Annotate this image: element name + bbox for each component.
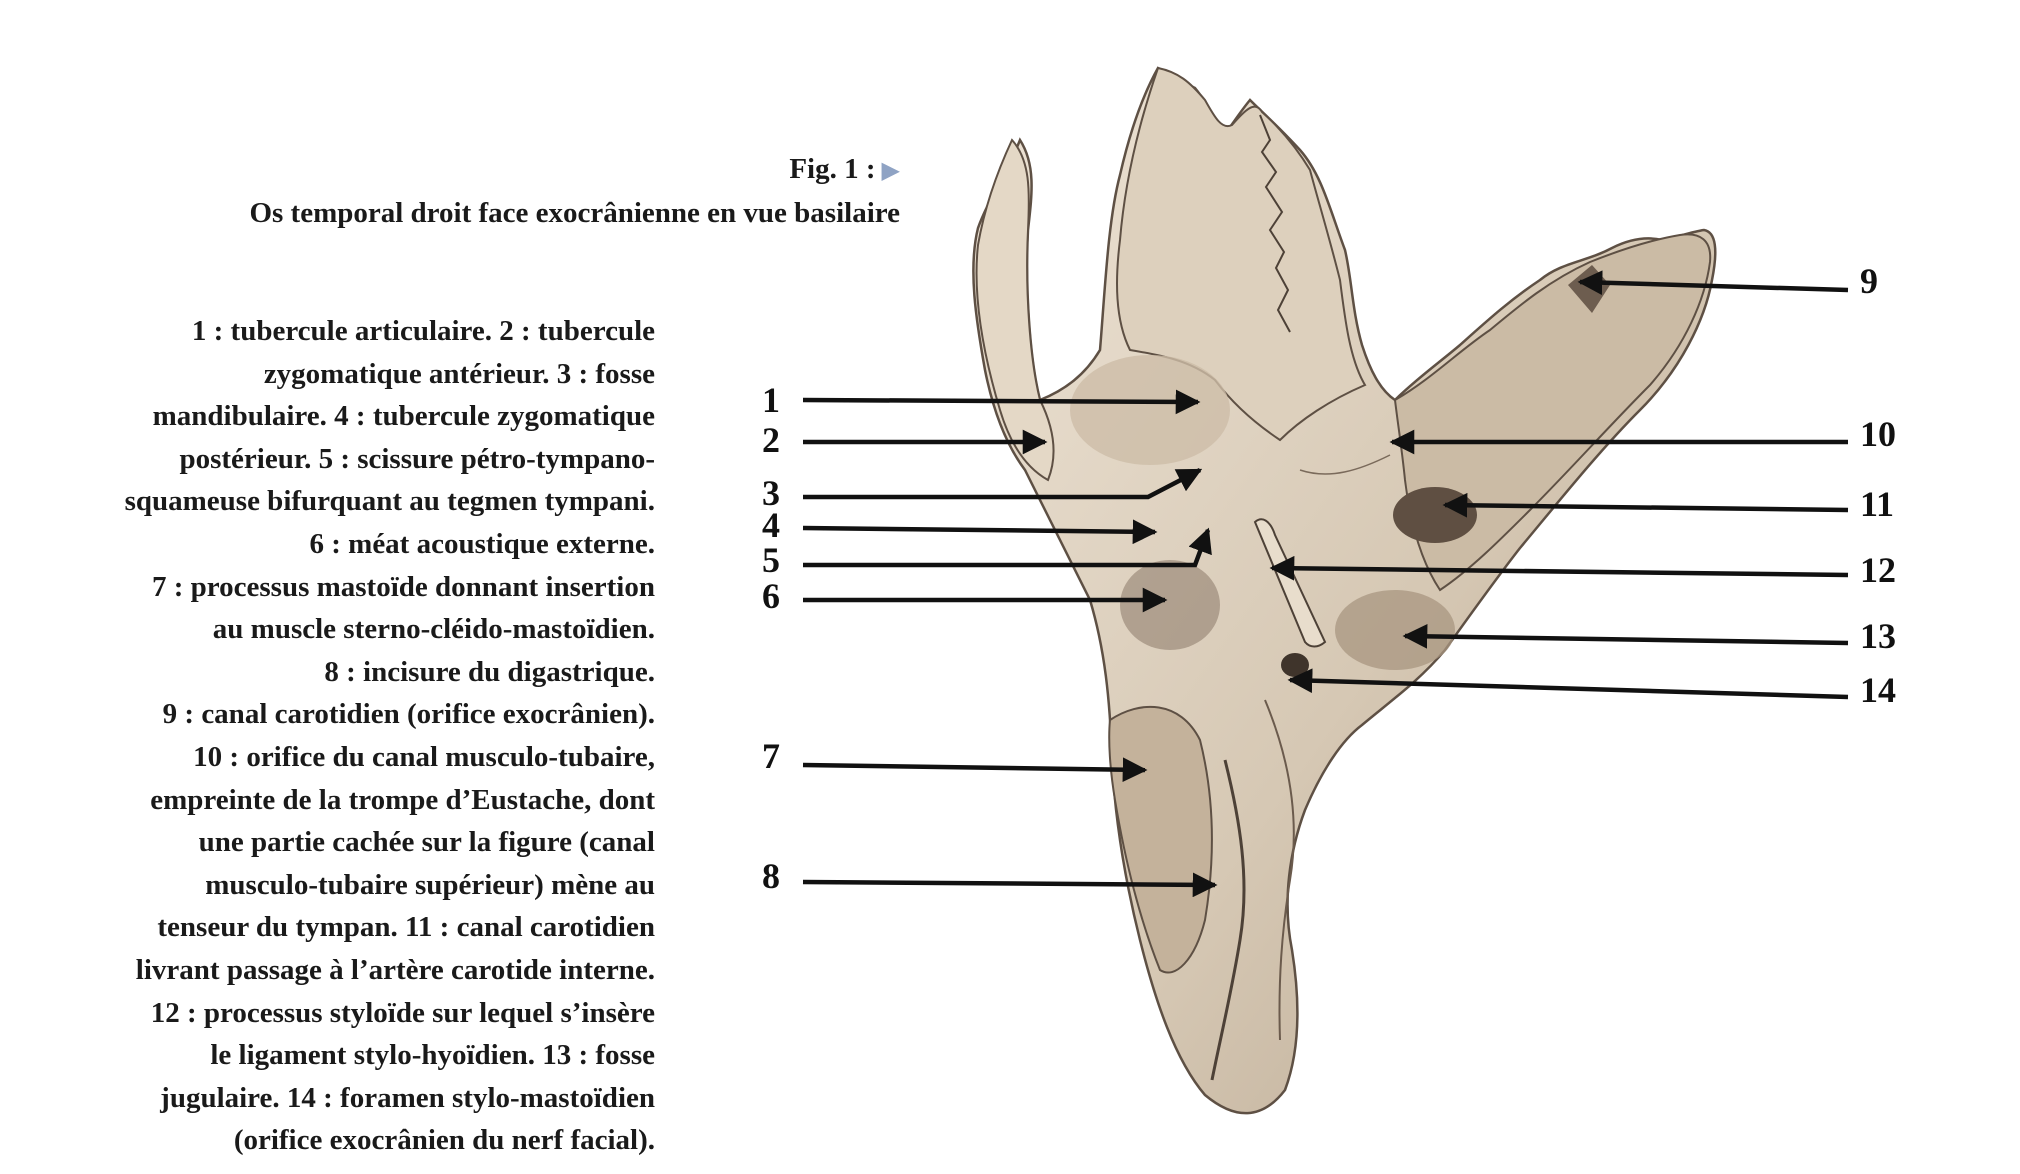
temporal-bone-outline (973, 68, 1715, 1113)
external-acoustic-meatus (1120, 560, 1220, 650)
legend-line: 9 : canal carotidien (orifice exocrânien). (162, 698, 655, 731)
callout-label-7: 7 (762, 736, 780, 776)
legend-line: 7 : processus mastoïde donnant insertion (152, 570, 655, 603)
callout-label-5: 5 (762, 540, 780, 580)
callout-arrow-1 (803, 400, 1198, 402)
mastoid-process (1109, 707, 1212, 973)
callout-label-6: 6 (762, 576, 780, 616)
legend-line: squameuse bifurquant au tegmen tympani. (124, 485, 655, 518)
callout-label-10: 10 (1860, 414, 1896, 454)
callout-label-8: 8 (762, 856, 780, 896)
figure-title-text: Os temporal droit face exocrânienne en vue basilaire (249, 197, 900, 229)
legend-line: postérieur. 5 : scissure pétro-tympano- (179, 442, 655, 475)
figure-label: Fig. 1 : (789, 153, 876, 185)
callout-label-9: 9 (1860, 261, 1878, 301)
legend-line: musculo-tubaire supérieur) mène au (205, 868, 655, 901)
callout-arrow-13 (1405, 636, 1848, 643)
legend-line: une partie cachée sur la figure (canal (198, 826, 655, 859)
callout-label-12: 12 (1860, 550, 1896, 590)
legend-line: (orifice exocrânien du nerf facial). (233, 1124, 655, 1157)
legend-line: livrant passage à l’artère carotide interne. (135, 953, 655, 986)
legend-line: 6 : méat acoustique externe. (309, 527, 655, 560)
callout-label-4: 4 (762, 505, 780, 545)
legend-line: le ligament stylo-hyoïdien. 13 : fosse (210, 1039, 655, 1072)
play-triangle-icon: ▶ (881, 158, 900, 184)
legend-line: 1 : tubercule articulaire. 2 : tubercule (191, 315, 655, 347)
legend-line: 8 : incisure du digastrique. (324, 655, 655, 688)
jugular-fossa (1335, 590, 1455, 670)
callout-label-11: 11 (1860, 484, 1895, 524)
legend-line: mandibulaire. 4 : tubercule zygomatique (152, 400, 655, 433)
callout-label-14: 14 (1860, 670, 1896, 710)
legend-line: au muscle sterno-cléido-mastoïdien. (212, 613, 655, 646)
callout-label-2: 2 (762, 420, 780, 460)
legend-line: tenseur du tympan. 11 : canal carotidien (157, 911, 655, 944)
callout-label-1: 1 (762, 380, 780, 420)
zygomatic-process (977, 140, 1054, 480)
callout-label-3: 3 (762, 473, 780, 513)
legend-line: zygomatique antérieur. 3 : fosse (263, 357, 655, 390)
callout-label-13: 13 (1860, 616, 1896, 656)
stylomastoid-foramen (1281, 653, 1309, 677)
carotid-canal (1393, 487, 1477, 543)
temporal-bone-illustration (973, 68, 1715, 1113)
callout-arrow-8 (803, 882, 1215, 885)
legend-line: 12 : processus styloïde sur lequel s’insère (150, 996, 655, 1029)
legend-line: empreinte de la trompe d’Eustache, dont (150, 783, 655, 816)
legend-line: jugulaire. 14 : foramen stylo-mastoïdien (160, 1081, 655, 1114)
callout-arrow-7 (803, 765, 1145, 770)
mandibular-fossa (1070, 355, 1230, 465)
legend-line: 10 : orifice du canal musculo-tubaire, (193, 740, 655, 773)
